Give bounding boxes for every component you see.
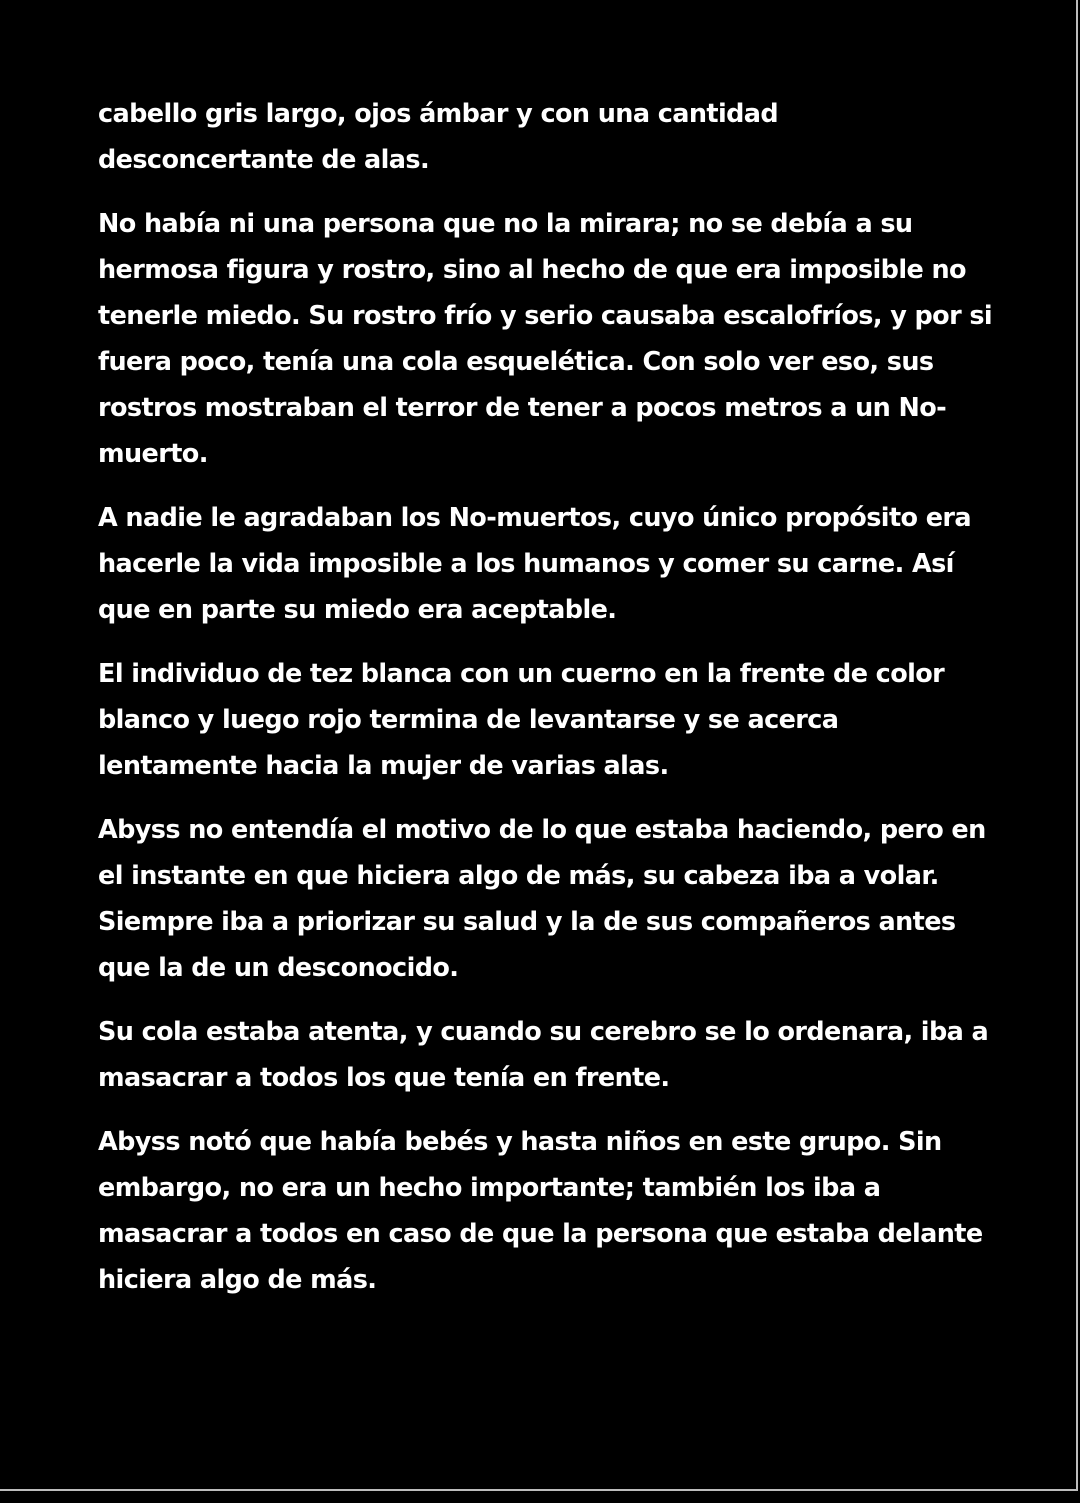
paragraph: A nadie le agradaban los No-muertos, cuyo único propósito era hacerle la vida imposible a los humanos y comer su carne. Así que en parte su miedo era aceptable. [98, 503, 972, 625]
paragraph: Abyss notó que había bebés y hasta niños en este grupo. Sin embargo, no era un hecho importante; también los iba a masacrar a todos en caso de que la persona que estaba delante hiciera algo de más. [98, 1127, 983, 1295]
paragraph: Su cola estaba atenta, y cuando su cerebro se lo ordenara, iba a masacrar a todos los que tenía en frente. [98, 1017, 989, 1093]
paragraph: El individuo de tez blanca con un cuerno en la frente de color blanco y luego rojo termina de levantarse y se acerca lentamente hacia la mujer de varias alas. [98, 659, 945, 781]
paragraph: No había ni una persona que no la mirara; no se debía a su hermosa figura y rostro, sino al hecho de que era imposible no tenerle miedo. Su rostro frío y serio causaba escalofríos, y por si fuera poco, tenía una cola esquelética. Con solo ver eso, sus rostros mostraban el terror de tener a pocos metros a un No-muerto. [98, 209, 993, 469]
paragraph: cabello gris largo, ojos ámbar y con una cantidad desconcertante de alas. [98, 99, 779, 175]
paragraph: Abyss no entendía el motivo de lo que estaba haciendo, pero en el instante en que hiciera algo de más, su cabeza iba a volar. Siempre iba a priorizar su salud y la de sus compañeros antes que la de un desconocido. [98, 815, 986, 983]
document-body [98, 91, 998, 1321]
